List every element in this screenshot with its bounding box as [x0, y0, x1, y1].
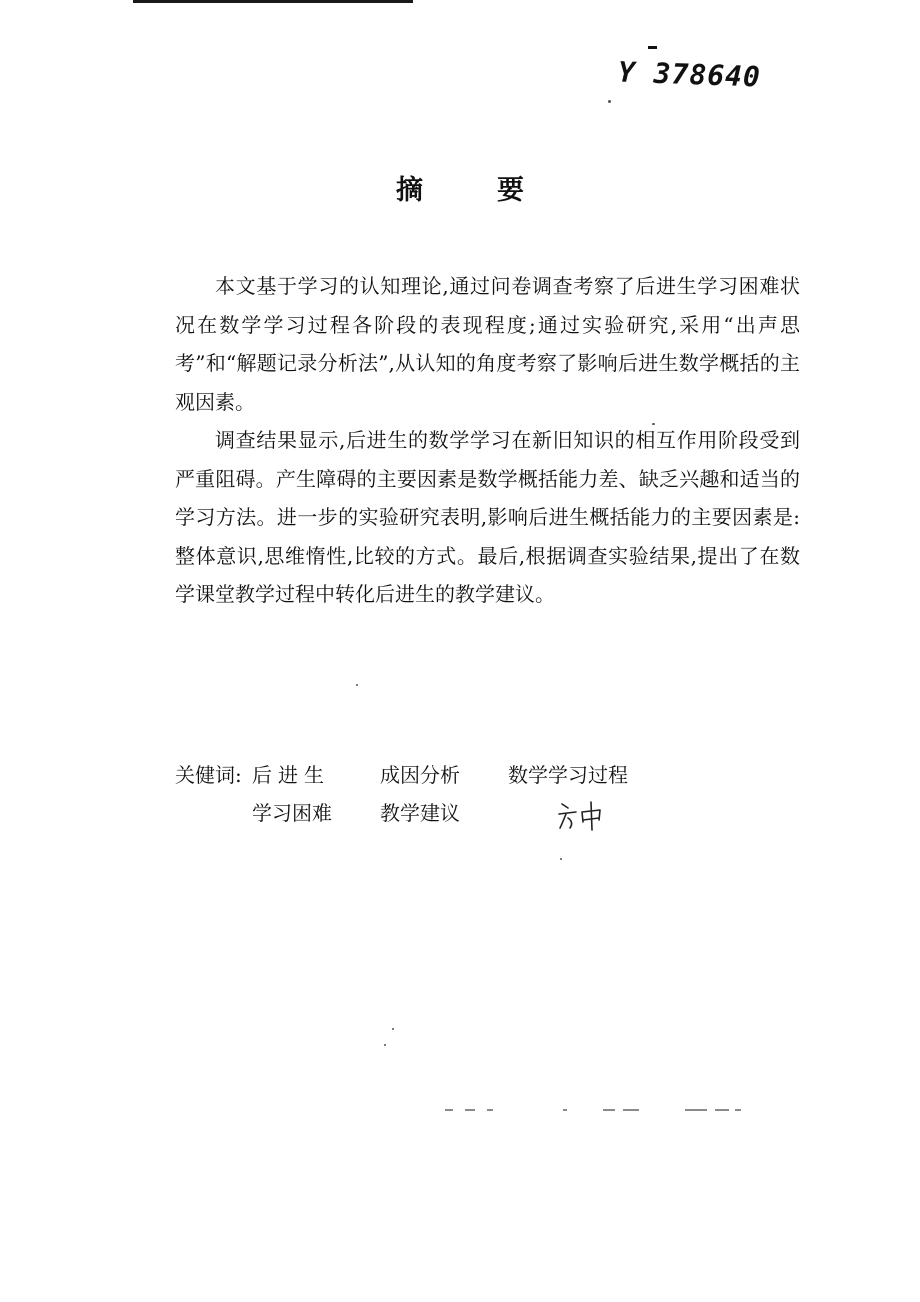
keyword-item: 学习困难	[252, 801, 332, 825]
scan-speck	[608, 100, 611, 103]
catalog-stamp: Y 378640	[617, 55, 762, 94]
keyword-item: 后进生	[252, 763, 330, 787]
stamp-mark	[648, 46, 657, 49]
scan-speck	[356, 684, 358, 686]
abstract-body	[175, 267, 800, 614]
abstract-paragraph-2: 调查结果显示,后进生的数学学习在新旧知识的相互作用阶段受到严重阻碍。产生障碍的主要因素是数学概括能力差、缺乏兴趣和适当的学习方法。进一步的实验研究表明,影响后进生概括能力的主要因素是:整体意识,思维惰性,比较的方式。最后,根据调查实验结果,提出了在数学课堂教学过程中转化后进生的教学建议。	[175, 428, 800, 606]
handwritten-signature	[556, 798, 608, 832]
scan-speck	[652, 423, 655, 425]
scan-edge-bar	[133, 0, 413, 3]
scan-speck	[392, 1028, 394, 1030]
scan-speck	[384, 1044, 386, 1046]
scan-speck	[560, 858, 562, 860]
keyword-item: 教学建议	[380, 801, 460, 825]
keywords-label: 关健词:	[175, 763, 242, 787]
keywords-row-1	[175, 756, 628, 794]
keyword-item: 数学学习过程	[508, 763, 628, 787]
faint-scan-line	[445, 1108, 745, 1112]
page-title: 摘要	[396, 175, 598, 206]
abstract-paragraph-1: 本文基于学习的认知理论,通过问卷调查考察了后进生学习困难状况在数学学习过程各阶段的表现程度;通过实验研究,采用“出声思考”和“解题记录分析法”,从认知的角度考察了影响后进生数学概括的主观因素。	[175, 274, 800, 414]
keyword-item: 成因分析	[380, 763, 460, 787]
